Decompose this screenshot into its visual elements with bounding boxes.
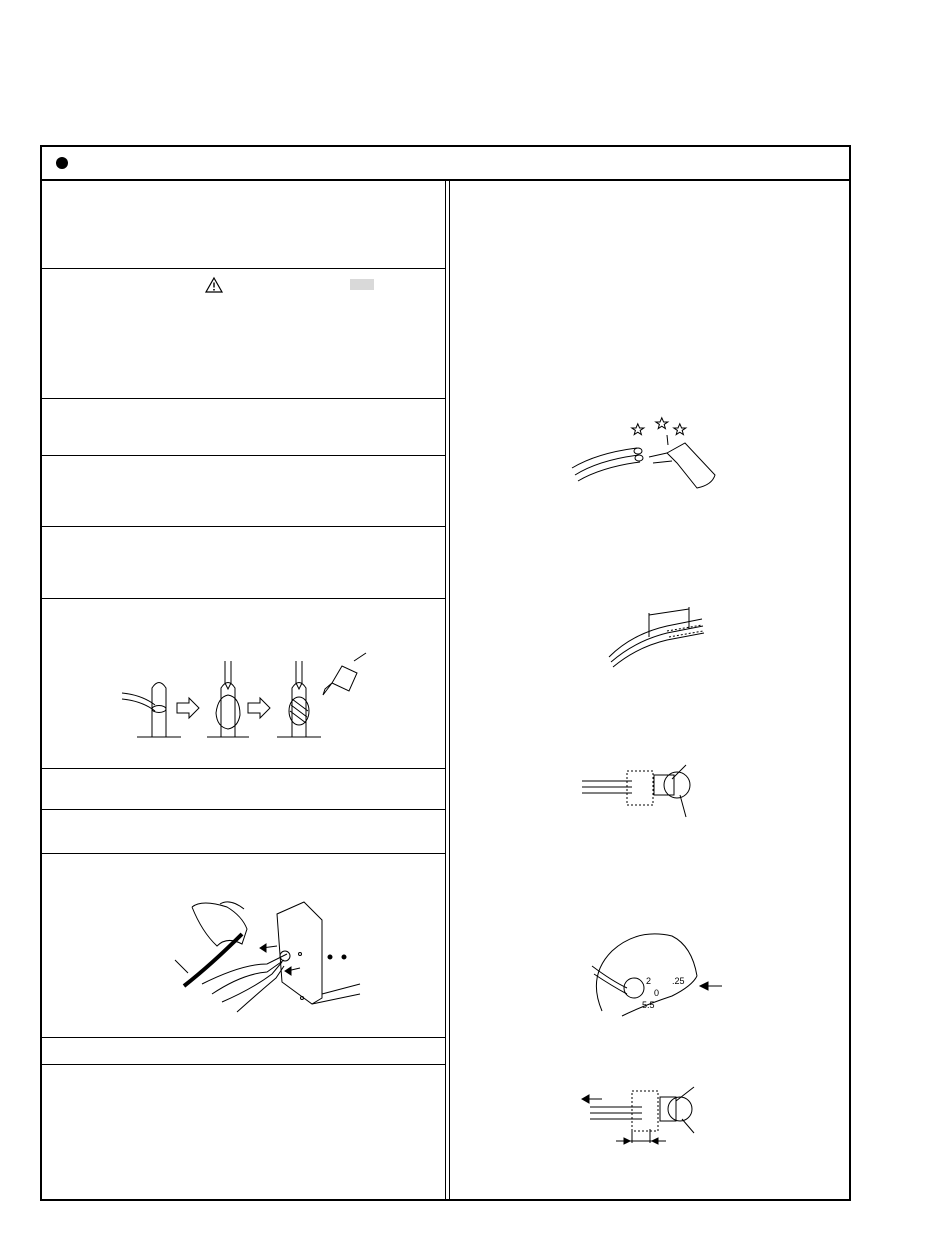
sparking-connector-icon [567, 413, 717, 493]
left-section-9 [42, 854, 445, 1038]
column-divider [445, 181, 446, 1199]
scale-label: 5.5 [642, 1000, 655, 1010]
left-section-6 [42, 599, 445, 769]
scale-label: 2 [646, 976, 652, 986]
stripped-wire-icon [607, 599, 707, 669]
left-section-4 [42, 456, 445, 527]
warning-icon [205, 277, 223, 293]
left-section-2 [42, 269, 445, 399]
left-section-3 [42, 399, 445, 456]
scale-label: 0 [654, 988, 660, 998]
left-section-8 [42, 810, 445, 854]
scale-label: .25 [672, 976, 685, 986]
left-section-5 [42, 527, 445, 599]
highlight-box [350, 279, 374, 290]
crimp-sleeve-icon [582, 761, 702, 821]
left-section-11 [42, 1065, 445, 1201]
crimp-pull-icon [582, 1081, 712, 1161]
bullet-icon [56, 157, 68, 169]
left-column [42, 181, 445, 1199]
left-section-7 [42, 769, 445, 810]
crimp-tool-icon [582, 926, 722, 1016]
solder-steps-icon [117, 653, 367, 741]
left-section-1 [42, 181, 445, 269]
content-frame [40, 145, 851, 1201]
right-column [452, 181, 849, 1199]
column-divider-inner [449, 181, 450, 1199]
left-section-10 [42, 1038, 445, 1065]
section-header [42, 147, 849, 181]
wire-pull-icon [172, 894, 362, 1014]
